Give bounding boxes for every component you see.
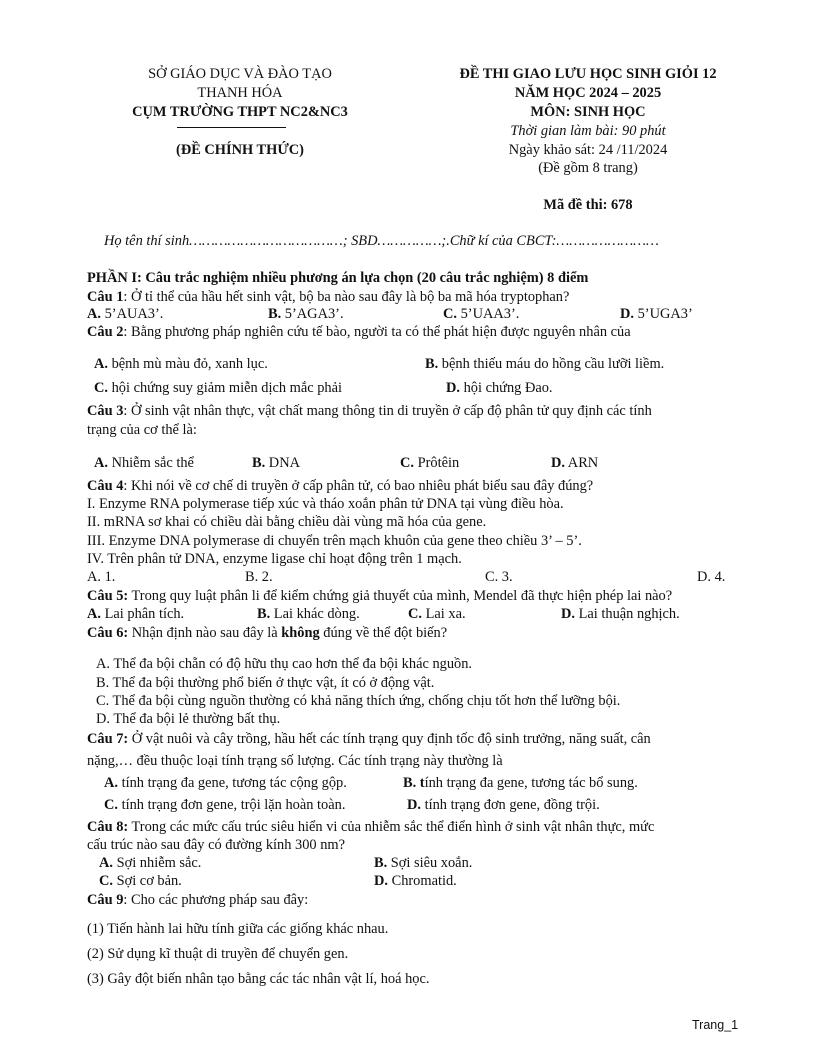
q4-statement-2: II. mRNA sơ khai có chiều dài bằng chiều dài vùng mã hóa của gene. — [87, 514, 487, 530]
question-text: : Khi nói về cơ chế di truyền ở cấp phân tử, có bao nhiêu phát biểu sau đây đúng? — [123, 478, 594, 494]
q4-option-c: C. 3. — [485, 569, 513, 585]
question-7-cont: nặng,… đều thuộc loại tính trạng số lượng. Các tính trạng này thường là — [87, 753, 503, 769]
page-number: Trang_1 — [692, 1018, 739, 1032]
page-count: (Đề gồm 8 trang) — [538, 160, 638, 176]
question-4 — [87, 478, 593, 495]
q4-statement-3: III. Enzyme DNA polymerase di chuyển trên mạch khuôn của gene theo chiều 3’ – 5’. — [87, 533, 582, 549]
question-label: Câu 1 — [87, 289, 124, 305]
question-5 — [87, 588, 672, 605]
question-text: : Cho các phương pháp sau đây: — [123, 892, 309, 908]
question-8 — [87, 819, 654, 836]
q2-option-c: C. hội chứng suy giảm miễn dịch mắc phải — [94, 380, 343, 396]
question-label: Câu 3 — [87, 403, 124, 419]
question-label: Câu 9 — [87, 892, 124, 908]
question-text: : Bằng phương pháp nghiên cứu tế bào, người ta có thể phát hiện được nguyên nhân của — [123, 324, 631, 340]
q2-option-b: B. bệnh thiếu máu do hồng cầu lưỡi liềm. — [425, 356, 665, 372]
header-divider — [177, 127, 286, 128]
q4-option-d: D. 4. — [697, 569, 726, 585]
question-text: Nhận định nào sau đây là — [128, 625, 282, 641]
exam-date: Ngày khảo sát: 24 /11/2024 — [508, 142, 668, 158]
exam-duration: Thời gian làm bài: 90 phút — [510, 123, 666, 139]
question-label: Câu 8: — [87, 819, 129, 835]
q4-option-b: B. 2. — [245, 569, 273, 585]
question-text: : Ở sinh vật nhân thực, vật chất mang thông tin di truyền ở cấp độ phân tử quy định các tính — [123, 403, 652, 419]
q9-method-2: (2) Sử dụng kĩ thuật di truyền để chuyển gen. — [87, 946, 349, 962]
q7-option-a: A. tính trạng đa gene, tương tác cộng gộp. — [104, 775, 347, 791]
question-1 — [87, 289, 569, 306]
q4-option-a: A. 1. — [87, 569, 116, 585]
q5-option-b: B. Lai khác dòng. — [257, 606, 360, 622]
q1-option-a: A. 5’AUA3’. — [87, 306, 164, 322]
q3-option-a: A. Nhiễm sắc thể — [94, 455, 194, 471]
q4-statement-1: I. Enzyme RNA polymerase tiếp xúc và tháo xoắn phân tử DNA tại vùng điều hòa. — [87, 496, 564, 512]
q9-method-3: (3) Gây đột biến nhân tạo bằng các tác nhân vật lí, hoá học. — [87, 971, 430, 987]
school-cluster: CỤM TRƯỜNG THPT NC2&NC3 — [132, 104, 348, 120]
dept-name: SỞ GIÁO DỤC VÀ ĐÀO TẠO — [148, 66, 332, 82]
q6-option-b: B. Thể đa bội thường phổ biến ở thực vật, ít có ở động vật. — [96, 675, 435, 691]
province-name: THANH HÓA — [197, 85, 283, 101]
q8-option-a: A. Sợi nhiễm sắc. — [99, 855, 202, 871]
q1-option-d: D. 5’UGA3’ — [620, 306, 693, 322]
q5-option-c: C. Lai xa. — [408, 606, 466, 622]
q2-option-a: A. bệnh mù màu đỏ, xanh lục. — [94, 356, 268, 372]
q7-option-d: D. tính trạng đơn gene, đồng trội. — [407, 797, 600, 813]
candidate-info-line: Họ tên thí sinh………………………………; SBD……………;.Chữ kí của CBCT:…………………… — [104, 233, 659, 249]
q8-option-d: D. Chromatid. — [374, 873, 457, 889]
question-text: : Ở tỉ thể của hầu hết sinh vật, bộ ba nào sau đây là bộ ba mã hóa tryptophan? — [123, 289, 570, 305]
question-9 — [87, 892, 308, 909]
question-text: Trong các mức cấu trúc siêu hiển vi của nhiễm sắc thể điển hình ở sinh vật nhân thực, mức — [128, 819, 655, 835]
question-text-end: đúng về thể đột biến? — [319, 625, 448, 641]
q2-option-d: D. hội chứng Đao. — [446, 380, 553, 396]
question-emphasis: không — [281, 625, 320, 641]
q7-option-b: B. tính trạng đa gene, tương tác bổ sung. — [403, 775, 638, 791]
question-label: Câu 7: — [87, 731, 129, 747]
q4-statement-4: IV. Trên phân tử DNA, enzyme ligase chỉ hoạt động trên 1 mạch. — [87, 551, 462, 567]
question-8-cont: cấu trúc nào sau đây có đường kính 300 nm? — [87, 837, 345, 853]
subject: MÔN: SINH HỌC — [530, 104, 646, 120]
q1-option-c: C. 5’UAA3’. — [443, 306, 520, 322]
q6-option-a: A. Thể đa bội chẵn có độ hữu thụ cao hơn thể đa bội khác nguồn. — [96, 656, 473, 672]
q3-option-b: B. DNA — [252, 455, 300, 471]
q3-option-c: C. Prôtêin — [400, 455, 460, 471]
q6-option-c: C. Thể đa bội cùng nguồn thường có khả năng thích ứng, chống chịu tốt hơn thể lưỡng bội. — [96, 693, 621, 709]
question-2 — [87, 324, 631, 341]
question-3-cont: trạng của cơ thể là: — [87, 422, 197, 438]
q3-option-d: D. ARN — [551, 455, 599, 471]
question-6 — [87, 625, 447, 642]
q6-option-d: D. Thể đa bội lẻ thường bất thụ. — [96, 711, 281, 727]
q7-option-c: C. tính trạng đơn gene, trội lặn hoàn toàn. — [104, 797, 346, 813]
q1-option-b: B. 5’AGA3’. — [268, 306, 344, 322]
q9-method-1: (1) Tiến hành lai hữu tính giữa các giống khác nhau. — [87, 921, 389, 937]
question-label: Câu 2 — [87, 324, 124, 340]
question-text: Ở vật nuôi và cây trồng, hầu hết các tính trạng quy định tốc độ sinh trưởng, năng suất, cân — [128, 731, 651, 747]
official-label: (ĐỀ CHÍNH THỨC) — [176, 142, 304, 158]
q5-option-a: A. Lai phân tích. — [87, 606, 185, 622]
question-label: Câu 4 — [87, 478, 124, 494]
q5-option-d: D. Lai thuận nghịch. — [561, 606, 680, 622]
exam-title: ĐỀ THI GIAO LƯU HỌC SINH GIỎI 12 — [459, 66, 717, 82]
exam-code: Mã đề thi: 678 — [543, 197, 633, 213]
school-year: NĂM HỌC 2024 – 2025 — [514, 85, 662, 101]
question-label: Câu 5: — [87, 588, 129, 604]
q8-option-c: C. Sợi cơ bản. — [99, 873, 182, 889]
part1-title: PHẦN I: Câu trắc nghiệm nhiều phương án lựa chọn (20 câu trắc nghiệm) 8 điểm — [87, 270, 589, 286]
question-text: Trong quy luật phân li để kiểm chứng giả thuyết của mình, Mendel đã thực hiện phép lai nào? — [128, 588, 673, 604]
question-7 — [87, 731, 651, 748]
question-label: Câu 6: — [87, 625, 129, 641]
question-3 — [87, 403, 652, 420]
q8-option-b: B. Sợi siêu xoắn. — [374, 855, 473, 871]
